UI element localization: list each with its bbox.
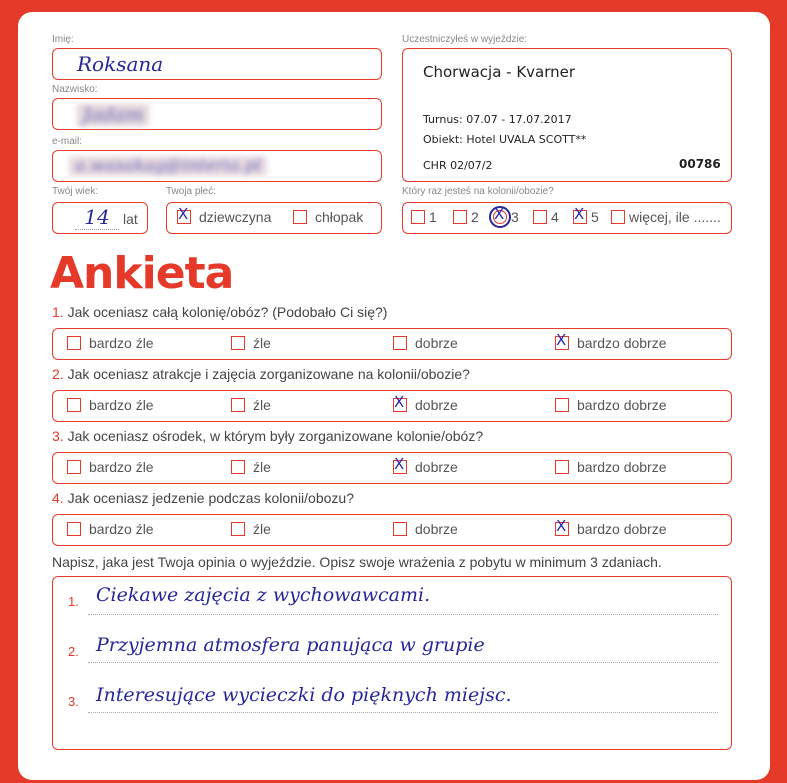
opinion-prompt: Napisz, jaka jest Twoja opinia o wyjeździe. Opisz swoje wrażenia z pobytu w minimum 3 zdaniach. bbox=[52, 554, 662, 570]
times-option[interactable] bbox=[573, 205, 599, 225]
question-label: Jak oceniasz ośrodek, w którym były zorganizowane kolonie/obóz? bbox=[67, 428, 484, 444]
trip-code: CHR 02/07/2 bbox=[423, 159, 493, 172]
check-mark: X bbox=[574, 205, 585, 223]
question-label: Jak oceniasz jedzenie podczas kolonii/obozu? bbox=[67, 490, 354, 506]
question-number: 1. bbox=[52, 304, 64, 320]
times-label: Który raz jesteś na kolonii/obozie? bbox=[402, 186, 554, 197]
question-text bbox=[52, 366, 470, 382]
checkbox[interactable] bbox=[573, 205, 587, 224]
rating-option-label: bardzo dobrze bbox=[577, 459, 667, 475]
rating-row bbox=[52, 328, 732, 360]
gender-option-label: dziewczyna bbox=[199, 209, 272, 225]
age-label: Twój wiek: bbox=[52, 186, 99, 197]
checkbox[interactable] bbox=[177, 205, 191, 224]
email-field[interactable] bbox=[52, 150, 382, 182]
rating-option-label: dobrze bbox=[415, 335, 458, 351]
question-number: 4. bbox=[52, 490, 64, 506]
opinion-line-3: Interesujące wycieczki do pięknych miejsc. bbox=[96, 684, 512, 706]
gender-label: Twoja płeć: bbox=[166, 186, 217, 197]
checkbox[interactable] bbox=[293, 210, 307, 224]
checkbox[interactable] bbox=[453, 210, 467, 224]
rating-option[interactable] bbox=[67, 397, 154, 413]
times-option-label: 4 bbox=[551, 209, 559, 225]
checkbox[interactable] bbox=[231, 460, 245, 474]
checkbox[interactable] bbox=[393, 393, 407, 412]
trip-turnus bbox=[423, 113, 572, 126]
rating-option-label: bardzo źle bbox=[89, 397, 154, 413]
gender-option-boy[interactable] bbox=[293, 209, 363, 225]
obiekt-label: Obiekt: bbox=[423, 133, 463, 146]
writing-line bbox=[88, 712, 718, 713]
opinion-line-2: Przyjemna atmosfera panująca w grupie bbox=[96, 634, 485, 656]
rating-option-label: bardzo dobrze bbox=[577, 521, 667, 537]
trip-number: 00786 bbox=[679, 157, 721, 171]
rating-option[interactable] bbox=[393, 455, 458, 475]
rating-row bbox=[52, 390, 732, 422]
check-mark: X bbox=[394, 393, 405, 411]
email-label: e-mail: bbox=[52, 136, 83, 147]
gender-option-label: chłopak bbox=[315, 209, 364, 225]
checkbox[interactable] bbox=[67, 398, 81, 412]
checkbox[interactable] bbox=[393, 336, 407, 350]
times-option-label: 2 bbox=[471, 209, 479, 225]
rating-option-label: źle bbox=[253, 459, 271, 475]
rating-option-label: bardzo źle bbox=[89, 521, 154, 537]
surname-field[interactable] bbox=[52, 98, 382, 130]
times-option-label: 1 bbox=[429, 209, 437, 225]
times-option-label: 5 bbox=[591, 209, 599, 225]
checkbox[interactable] bbox=[533, 210, 547, 224]
times-option[interactable] bbox=[453, 209, 479, 225]
age-unit: lat bbox=[123, 211, 138, 227]
writing-line bbox=[88, 662, 718, 663]
rating-option[interactable] bbox=[555, 459, 667, 475]
rating-option-label: dobrze bbox=[415, 459, 458, 475]
checkbox[interactable] bbox=[393, 522, 407, 536]
name-label: Imię: bbox=[52, 34, 74, 45]
checkbox[interactable] bbox=[555, 460, 569, 474]
rating-option-label: źle bbox=[253, 335, 271, 351]
gender-group bbox=[166, 202, 382, 234]
rating-option[interactable] bbox=[393, 521, 458, 537]
obiekt-value: Hotel UVALA SCOTT** bbox=[466, 133, 587, 146]
question-text bbox=[52, 490, 354, 506]
times-option[interactable] bbox=[611, 209, 721, 225]
checkbox[interactable] bbox=[393, 455, 407, 474]
question-text bbox=[52, 428, 483, 444]
question-number: 2. bbox=[52, 366, 64, 382]
checkbox[interactable] bbox=[231, 522, 245, 536]
question-label: Jak oceniasz całą kolonię/obóz? (Podobało Ci się?) bbox=[67, 304, 388, 320]
opinion-num: 2. bbox=[68, 644, 79, 659]
checkbox[interactable] bbox=[555, 331, 569, 350]
check-mark: X bbox=[494, 205, 505, 223]
rating-option[interactable] bbox=[231, 459, 271, 475]
rating-option[interactable] bbox=[231, 397, 271, 413]
rating-option[interactable] bbox=[67, 459, 154, 475]
rating-row bbox=[52, 452, 732, 484]
times-group bbox=[402, 202, 732, 234]
checkbox[interactable] bbox=[67, 336, 81, 350]
name-value: Roksana bbox=[77, 52, 164, 76]
trip-label: Uczestniczyłeś w wyjeździe: bbox=[402, 34, 528, 45]
check-mark: X bbox=[394, 455, 405, 473]
surname-value: Jadam bbox=[77, 104, 149, 126]
question-text bbox=[52, 304, 387, 320]
checkbox[interactable] bbox=[231, 336, 245, 350]
surname-label: Nazwisko: bbox=[52, 84, 98, 95]
check-mark: X bbox=[556, 331, 567, 349]
writing-line bbox=[88, 614, 718, 615]
checkbox[interactable] bbox=[67, 460, 81, 474]
times-option[interactable] bbox=[493, 205, 519, 225]
name-field[interactable] bbox=[52, 48, 382, 80]
checkbox[interactable] bbox=[493, 205, 507, 224]
checkbox[interactable] bbox=[555, 517, 569, 536]
rating-option-label: źle bbox=[253, 521, 271, 537]
age-value: 14 bbox=[75, 205, 119, 230]
rating-option-label: dobrze bbox=[415, 521, 458, 537]
rating-option[interactable] bbox=[231, 521, 271, 537]
rating-option-label: bardzo źle bbox=[89, 335, 154, 351]
trip-name: Chorwacja - Kvarner bbox=[423, 63, 576, 81]
rating-option[interactable] bbox=[67, 521, 154, 537]
gender-option-girl[interactable] bbox=[177, 205, 272, 225]
rating-option-label: bardzo źle bbox=[89, 459, 154, 475]
email-value: a.wasakag@interia.pl bbox=[69, 156, 267, 176]
rating-option-label: dobrze bbox=[415, 397, 458, 413]
opinion-num: 3. bbox=[68, 694, 79, 709]
times-option-label: 3 bbox=[511, 209, 519, 225]
times-option[interactable] bbox=[533, 209, 559, 225]
times-option[interactable] bbox=[411, 209, 437, 225]
rating-option-label: bardzo dobrze bbox=[577, 335, 667, 351]
rating-option-label: źle bbox=[253, 397, 271, 413]
times-option-label: więcej, ile ....... bbox=[629, 209, 721, 225]
question-number: 3. bbox=[52, 428, 64, 444]
rating-option[interactable] bbox=[393, 393, 458, 413]
rating-option[interactable] bbox=[555, 517, 667, 537]
checkbox[interactable] bbox=[67, 522, 81, 536]
turnus-label: Turnus: bbox=[423, 113, 463, 126]
rating-option[interactable] bbox=[555, 397, 667, 413]
rating-option[interactable] bbox=[67, 335, 154, 351]
checkbox[interactable] bbox=[411, 210, 425, 224]
trip-box bbox=[402, 48, 732, 182]
check-mark: X bbox=[556, 517, 567, 535]
rating-option-label: bardzo dobrze bbox=[577, 397, 667, 413]
rating-option[interactable] bbox=[555, 331, 667, 351]
checkbox[interactable] bbox=[555, 398, 569, 412]
rating-option[interactable] bbox=[393, 335, 458, 351]
age-field[interactable] bbox=[52, 202, 148, 234]
turnus-value: 07.07 - 17.07.2017 bbox=[466, 113, 572, 126]
opinion-line-1: Ciekawe zajęcia z wychowawcami. bbox=[96, 584, 431, 606]
page-title: Ankieta bbox=[50, 248, 234, 299]
rating-option[interactable] bbox=[231, 335, 271, 351]
trip-obiekt bbox=[423, 133, 586, 146]
check-mark: X bbox=[178, 205, 189, 223]
checkbox[interactable] bbox=[611, 210, 625, 224]
question-label: Jak oceniasz atrakcje i zajęcia zorganizowane na kolonii/obozie? bbox=[67, 366, 470, 382]
rating-row bbox=[52, 514, 732, 546]
opinion-num: 1. bbox=[68, 594, 79, 609]
checkbox[interactable] bbox=[231, 398, 245, 412]
